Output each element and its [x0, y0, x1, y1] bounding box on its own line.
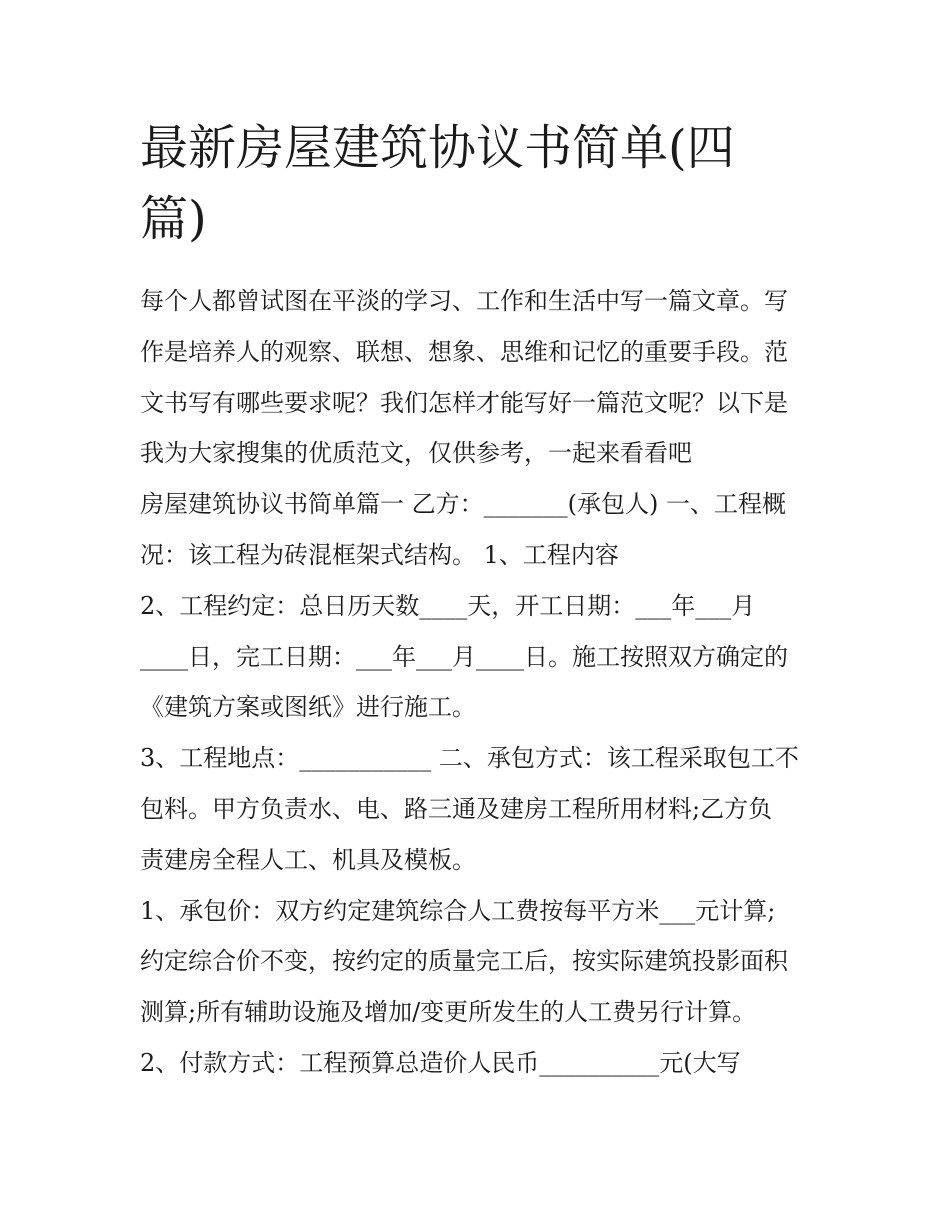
body-line-15: 测算;所有辅助设施及增加/变更所发生的人工费另行计算。	[140, 998, 757, 1027]
body-line-12: 责建房全程人工、机具及模板。	[140, 845, 476, 874]
title-line-1: 最新房屋建筑协议书简单(四	[140, 120, 735, 176]
body-line-11: 包料。甲方负责水、电、路三通及建房工程所用材料;乙方负	[140, 794, 773, 823]
body-line-13: 1、承包价：双方约定建筑综合人工费按每平方米___元计算;	[140, 896, 776, 925]
body-line-1: 每个人都曾试图在平淡的学习、工作和生活中写一篇文章。写	[140, 287, 788, 315]
body-line-6: 况：该工程为砖混框架式结构。 1、工程内容	[140, 540, 619, 569]
body-line-10: 3、工程地点：___________ 二、承包方式：该工程采取包工不	[140, 744, 799, 773]
body-line-14: 约定综合价不变，按约定的质量完工后，按实际建筑投影面积	[140, 947, 788, 976]
body-line-7: 2、工程约定：总日历天数____天，开工日期：___年___月	[140, 591, 756, 620]
body-line-9: 《建筑方案或图纸》进行施工。	[140, 693, 476, 722]
body-line-8: ____日，完工日期：___年___月____日。施工按照双方确定的	[140, 642, 788, 671]
document-title	[140, 113, 820, 255]
body-line-16: 2、付款方式：工程预算总造价人民币__________元(大写	[140, 1048, 741, 1077]
body-line-5: 房屋建筑协议书简单篇一 乙方：_______(承包人) 一、工程概	[140, 490, 786, 519]
title-line-2: 篇)	[140, 191, 207, 247]
body-line-3: 文书写有哪些要求呢？我们怎样才能写好一篇范文呢？以下是	[140, 388, 788, 417]
document-body	[140, 276, 820, 1089]
body-line-4: 我为大家搜集的优质范文，仅供参考，一起来看看吧	[140, 439, 692, 468]
body-line-2: 作是培养人的观察、联想、想象、思维和记忆的重要手段。范	[140, 337, 788, 366]
